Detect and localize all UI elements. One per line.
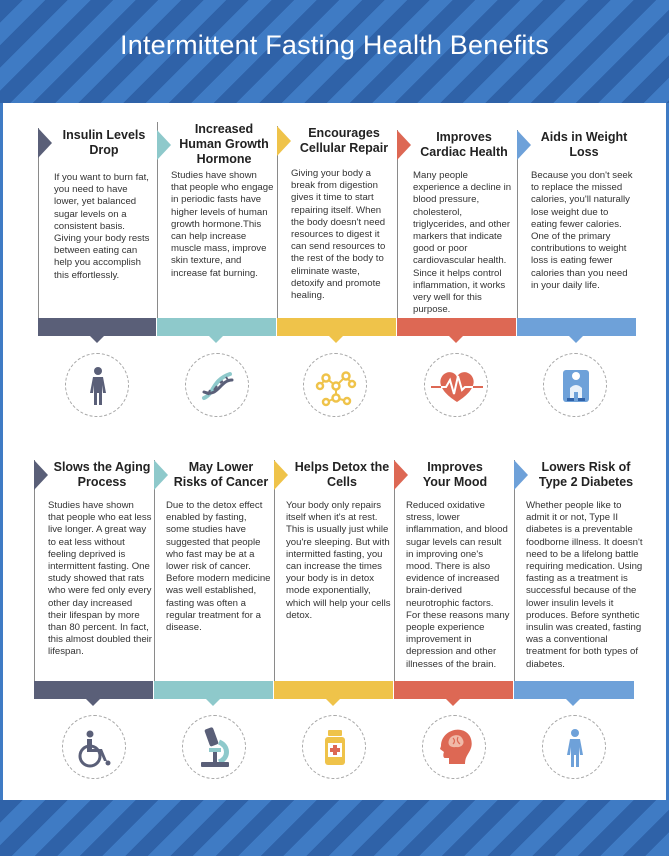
benefit-card-growth-hormone (157, 122, 275, 318)
card-body: Because you don't seek to replace the missed calories, you'll naturally lose weight due to eating fewer calories. One of the primary contributions to weight loss is eating fewer calories than you need in your daily life. (531, 170, 633, 291)
card-title: Slows the Aging Process (53, 460, 151, 489)
card-body: Reduced oxidative stress, lower inflammation, and blood sugar levels can result in improving one's mood. There is also evidence of increased brain-derived neurotrophic factors. For these reasons many people experience improvement in depression and other illnesses of the brain. (406, 500, 510, 670)
card-body: If you want to burn fat, you need to have lower, yet balanced sugar levels on a consistent basis. Giving your body rests between eating can help you accomplish this effortlessly. (54, 172, 150, 281)
dna-icon (185, 353, 249, 417)
microscope-icon (182, 715, 246, 779)
medicine-bottle-icon (302, 715, 366, 779)
card-divider (34, 460, 35, 681)
card-body: Many people experience a decline in blood pressure, cholesterol, triglycerides, and other markers that indicate good or poor cardiovascular health. Since it helps control inflammation, it works very well for this purpose. (413, 170, 512, 316)
color-band-yellow (277, 318, 396, 336)
card-arrow-marker (38, 128, 52, 158)
card-title: Improves Your Mood (422, 460, 488, 489)
band-pointer (206, 699, 220, 706)
card-arrow-marker (277, 126, 291, 156)
card-title: Improves Cardiac Health (420, 130, 508, 159)
card-arrow-marker (274, 460, 288, 490)
card-body: Whether people like to admit it or not, Type II diabetes is a preventable foodborne illness. It doesn't need to be a lifelong battle requiring medication. Using fasting as a treatment is successful because of the lower insulin levels it produces. Before synthetic insulin was created, fasting was a conventional treatment for both types of diabetes. (526, 500, 643, 670)
footer-banner (0, 800, 669, 856)
card-title: Helps Detox the Cells (294, 460, 390, 489)
benefit-card-mood (394, 460, 512, 681)
band-pointer (449, 336, 463, 343)
band-pointer (566, 699, 580, 706)
band-pointer (446, 699, 460, 706)
band-pointer (86, 699, 100, 706)
color-band-yellow (274, 681, 393, 699)
card-title: Insulin Levels Drop (62, 128, 146, 157)
color-band-teal (154, 681, 273, 699)
wheelchair-icon (62, 715, 126, 779)
scale-icon (543, 353, 607, 417)
card-divider (394, 460, 395, 681)
card-arrow-marker (157, 130, 171, 160)
card-body: Your body only repairs itself when it's at rest. This is usually just while you're sleeping. But with intermitted fasting, you can increase the times your body is in detox mode exponentially, which will help your cells detox. (286, 500, 391, 621)
card-arrow-marker (34, 460, 48, 490)
benefit-card-detox (274, 460, 392, 681)
card-title: Encourages Cellular Repair (299, 126, 389, 155)
card-divider (154, 460, 155, 681)
card-arrow-marker (154, 460, 168, 490)
molecule-icon (303, 353, 367, 417)
human-body-icon (542, 715, 606, 779)
benefit-card-aging (34, 460, 152, 681)
card-arrow-marker (397, 130, 411, 160)
color-band-slate (34, 681, 153, 699)
benefit-card-diabetes (514, 460, 648, 681)
color-band-coral (397, 318, 516, 336)
card-arrow-marker (394, 460, 408, 490)
color-band-teal (157, 318, 276, 336)
band-pointer (209, 336, 223, 343)
band-pointer (90, 336, 104, 343)
card-body: Due to the detox effect enabled by fasting, some studies have suggested that people who fast may be at a lower risk of cancer. Before modern medicine was well established, fasting was often a regular treatment for a disease. (166, 500, 271, 634)
card-title: Aids in Weight Loss (540, 130, 628, 159)
card-arrow-marker (514, 460, 528, 490)
color-band-coral (394, 681, 513, 699)
benefit-card-cardiac (397, 130, 515, 318)
header-banner (0, 0, 669, 103)
band-pointer (326, 699, 340, 706)
benefit-card-insulin (38, 128, 156, 318)
color-band-blue (517, 318, 636, 336)
card-divider (514, 460, 515, 681)
card-body: Giving your body a break from digestion gives it time to start repairing itself. When the body doesn't need resources to digest it can send resources to the rest of the body to eliminate waste, detoxify and promote healing. (291, 168, 386, 302)
band-pointer (569, 336, 583, 343)
color-band-slate (38, 318, 156, 336)
benefit-card-cellular-repair (277, 126, 395, 318)
card-title: Lowers Risk of Type 2 Diabetes (538, 460, 634, 489)
card-title: Increased Human Growth Hormone (179, 122, 269, 166)
band-pointer (329, 336, 343, 343)
page-title: Intermittent Fasting Health Benefits (120, 30, 549, 60)
card-divider (274, 460, 275, 681)
benefit-card-cancer (154, 460, 272, 681)
heart-pulse-icon (424, 353, 488, 417)
frame-border-left (0, 103, 3, 800)
benefit-card-weight-loss (517, 130, 647, 318)
head-brain-icon (422, 715, 486, 779)
card-arrow-marker (517, 130, 531, 160)
card-body: Studies have shown that people who engage in periodic fasts have higher levels of human growth hormone.This can help increase muscle mass, improve skin texture, and increase fat burning. (171, 170, 274, 279)
card-title: May Lower Risks of Cancer (173, 460, 269, 489)
color-band-blue (514, 681, 634, 699)
human-body-icon (65, 353, 129, 417)
card-body: Studies have shown that people who eat less live longer. A great way to eat less without feeling deprived is intermittent fasting. One study showed that rats who were fed only every other day increased their lifespan by more than 80 percent. In fact, this almost doubled their lifespan. (48, 500, 152, 658)
